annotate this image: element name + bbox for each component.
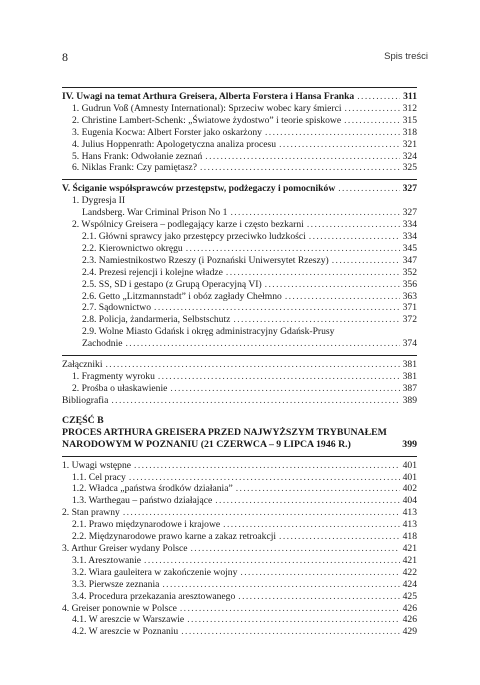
toc-entry-page: 413 [402, 519, 417, 531]
toc-entry [62, 231, 417, 243]
toc-entry-page: 381 [402, 370, 417, 382]
dot-leader [215, 495, 399, 507]
toc-entry-title: 2.2. Międzynarodowe prawo karne a zakaz retroakcji [72, 531, 277, 543]
toc-entry-title: Zachodnie [82, 338, 123, 350]
toc-entry [62, 543, 417, 555]
section-rule [62, 179, 417, 180]
toc-entry-page: 429 [402, 626, 417, 638]
dot-leader [180, 603, 400, 615]
toc-part-b-entries [62, 460, 417, 639]
dot-leader [129, 472, 400, 484]
dot-leader [226, 267, 400, 279]
toc-entry [62, 555, 417, 567]
toc-entry [62, 371, 417, 383]
toc-entry-title: 2.2. Kierownictwo okręgu [82, 242, 183, 254]
dot-leader [332, 255, 400, 267]
toc-entry-page: 372 [402, 314, 417, 326]
toc-entry [62, 579, 417, 591]
toc-entry [62, 483, 417, 495]
toc-entry [62, 302, 417, 314]
dot-leader [134, 460, 400, 472]
toc-entry-page: 426 [402, 602, 417, 614]
toc-entry-title: 2.6. Getto „Litzmannstadt” i obóz zagłady Chełmno [82, 290, 282, 302]
toc-entry [62, 151, 417, 163]
toc-entry-title: 2.8. Policja, żandarmeria, Selbstschutz [82, 314, 231, 326]
toc-entry [62, 567, 417, 579]
toc-entry-page: 321 [402, 138, 417, 150]
toc-entry [62, 207, 417, 219]
part-b-title-text-2: NARODOWYM W POZNANIU (21 CZERWCA – 9 LIPCA 1946 R.) [62, 438, 351, 450]
toc-entry [62, 614, 417, 626]
toc-entry-title: 2.4. Prezesi rejencji i kolejne władze [82, 266, 223, 278]
toc-section-iv [62, 91, 417, 174]
toc-entry [62, 91, 417, 103]
dot-leader [191, 543, 400, 555]
toc-entry-title: 2. Stan prawny [62, 507, 120, 519]
part-b-title-line1 [62, 427, 417, 439]
toc-entry-title: Bibliografia [62, 394, 109, 406]
toc-entry-page: 401 [402, 471, 417, 483]
toc-entry-title: 4. Julius Hoppenrath: Apologetyczna analiza procesu [72, 138, 277, 150]
toc-entry [62, 115, 417, 127]
section-rule [62, 456, 417, 457]
toc-entry [62, 472, 417, 484]
part-b-label: CZĘŚĆ B [62, 414, 104, 426]
dot-leader [200, 162, 400, 174]
dot-leader [123, 507, 400, 519]
dot-leader [279, 139, 400, 151]
dot-leader [307, 219, 400, 231]
toc-entry-page: 421 [402, 554, 417, 566]
toc-entry-title: 3.2. Wiara gauleitera w zakończenie wojny [72, 566, 238, 578]
toc-entry-page: 325 [402, 162, 417, 174]
toc-entry-page: 356 [402, 278, 417, 290]
toc-entry [62, 183, 417, 195]
toc-entry [62, 243, 417, 255]
toc-entry-title: 4.1. W areszcie w Warszawie [72, 614, 185, 626]
dot-leader [126, 338, 400, 350]
toc-entry [62, 326, 417, 338]
dot-leader [154, 302, 400, 314]
part-b-page: 399 [402, 438, 417, 450]
running-title: Spis treści [384, 51, 428, 62]
toc-entry-title: 5. Hans Frank: Odwołanie zeznań [72, 150, 203, 162]
part-b-title-line2 [62, 439, 417, 451]
dot-leader [345, 103, 400, 115]
dot-leader [265, 279, 400, 291]
toc-entry [62, 162, 417, 174]
toc-entry [62, 127, 417, 139]
dot-leader [233, 314, 399, 326]
toc-entry [62, 395, 417, 407]
toc-entry-page: 401 [402, 459, 417, 471]
toc-entry-title: 2.9. Wolne Miasto Gdańsk i okręg administracyjny Gdańsk-Prusy [82, 326, 335, 338]
toc-entry [62, 531, 417, 543]
toc-entry-page: 327 [402, 207, 417, 219]
toc-entry-title: 3.3. Pierwsze zeznania [72, 578, 160, 590]
toc-entry-title: 2.5. SS, SD i gestapo (z Grupą Operacyjną VI) [82, 278, 262, 290]
dot-leader [338, 183, 399, 195]
toc-entry-title: 1. Uwagi wstępne [62, 459, 132, 471]
toc-entry-title: 1.2. Władca „państwa środków działania” [72, 483, 233, 495]
part-b-title-text-1: PROCES ARTHURA GREISERA PRZED NAJWYŻSZYM TRYBUNAŁEM [62, 426, 387, 438]
toc-entry [62, 195, 417, 207]
toc-entry-title: V. Ściganie współsprawców przestępstw, podżegaczy i pomocników [62, 183, 336, 195]
toc-entry-title: 2. Wspólnicy Greisera – podlegający karze i często bezkarni [72, 219, 304, 231]
table-of-contents [62, 82, 417, 638]
toc-appendices [62, 359, 417, 407]
toc-entry-page: 404 [402, 495, 417, 507]
toc-entry-page: 324 [402, 150, 417, 162]
section-rule [62, 355, 417, 356]
toc-entry [62, 383, 417, 395]
toc-entry-title: 1.3. Warthegau – państwo działające [72, 495, 213, 507]
toc-entry-title: 2.1. Prawo międzynarodowe i krajowe [72, 519, 221, 531]
toc-entry-page: 327 [402, 183, 417, 195]
toc-entry-title: 4.2. W areszcie w Poznaniu [72, 626, 179, 638]
dot-leader [187, 614, 399, 626]
toc-entry-page: 424 [402, 578, 417, 590]
toc-entry-title: 3. Eugenia Kocwa: Albert Forster jako oskarżony [72, 126, 262, 138]
toc-entry [62, 255, 417, 267]
toc-entry-title: 2.3. Namiestnikostwo Rzeszy (i Poznański Uniwersytet Rzeszy) [82, 254, 329, 266]
dot-leader [170, 383, 399, 395]
toc-entry-title: 2. Christine Lambert-Schenk: „Światowe żydostwo” i teorie spiskowe [72, 114, 342, 126]
toc-entry-page: 334 [402, 219, 417, 231]
toc-entry [62, 338, 417, 350]
toc-entry [62, 507, 417, 519]
dot-leader [309, 231, 400, 243]
toc-entry-title: 3.4. Procedura przekazania aresztowanego [72, 590, 236, 602]
toc-entry-title: 1. Gudrun Voß (Amnesty International): Sprzeciw wobec kary śmierci [72, 102, 342, 114]
toc-entry [62, 103, 417, 115]
dot-leader [357, 91, 400, 103]
dot-leader [279, 531, 400, 543]
toc-entry [62, 359, 417, 371]
toc-entry [62, 519, 417, 531]
toc-entry-page: 363 [402, 290, 417, 302]
dot-leader [105, 359, 399, 371]
toc-entry-page: 371 [402, 302, 417, 314]
toc-entry-page: 374 [402, 338, 417, 350]
toc-entry [62, 139, 417, 151]
dot-leader [344, 115, 400, 127]
toc-entry-page: 402 [402, 483, 417, 495]
toc-entry-page: 381 [402, 359, 417, 371]
toc-entry-page: 352 [402, 266, 417, 278]
dot-leader [205, 151, 399, 163]
dot-leader [181, 626, 399, 638]
dot-leader [240, 567, 399, 579]
toc-entry-title: 1.1. Cel pracy [72, 471, 126, 483]
top-rule [62, 87, 417, 88]
toc-entry-title: 1. Fragmenty wyroku [72, 370, 155, 382]
dot-leader [230, 207, 399, 219]
toc-entry [62, 626, 417, 638]
toc-entry-page: 425 [402, 590, 417, 602]
dot-leader [111, 395, 399, 407]
toc-entry-page: 426 [402, 614, 417, 626]
toc-entry-title: 2.7. Sądownictwo [82, 302, 152, 314]
toc-entry-title: 3.1. Aresztowanie [72, 554, 142, 566]
toc-entry-page: 334 [402, 230, 417, 242]
toc-entry-page: 421 [402, 543, 417, 554]
toc-entry-page: 311 [403, 91, 417, 102]
toc-entry-page: 413 [402, 507, 417, 519]
toc-section-v [62, 183, 417, 350]
toc-entry-title: 4. Greiser ponownie w Polsce [62, 602, 177, 614]
toc-entry-title: Załączniki [62, 359, 103, 371]
dot-leader [186, 243, 400, 255]
toc-entry-page: 422 [402, 566, 417, 578]
toc-entry-page: 347 [402, 254, 417, 266]
toc-entry-page: 418 [402, 531, 417, 543]
dot-leader [236, 483, 400, 495]
toc-entry-title: 3. Arthur Greiser wydany Polsce [62, 543, 188, 554]
toc-entry-page: 387 [402, 382, 417, 394]
toc-entry-title: 2.1. Główni sprawcy jako przestępcy przeciwko ludzkości [82, 230, 306, 242]
toc-entry-title: 1. Dygresja II [72, 195, 126, 207]
toc-entry [62, 291, 417, 303]
toc-entry [62, 495, 417, 507]
toc-entry-page: 345 [402, 242, 417, 254]
toc-entry-page: 389 [402, 394, 417, 406]
page-number: 8 [62, 50, 68, 64]
dot-leader [162, 579, 399, 591]
toc-entry-page: 312 [402, 102, 417, 114]
toc-entry [62, 591, 417, 603]
toc-entry-title: 6. Niklas Frank: Czy pamiętasz? [72, 162, 197, 174]
toc-entry-title: IV. Uwagi na temat Arthura Greisera, Alberta Forstera i Hansa Franka [62, 91, 355, 102]
toc-entry-page: 315 [402, 114, 417, 126]
toc-entry [62, 219, 417, 231]
toc-entry-title: 2. Prośba o ułaskawienie [72, 382, 168, 394]
toc-entry [62, 279, 417, 291]
toc-entry [62, 314, 417, 326]
dot-leader [285, 291, 400, 303]
toc-entry-page: 318 [402, 126, 417, 138]
dot-leader [265, 127, 400, 139]
dot-leader [238, 591, 399, 603]
dot-leader [158, 371, 400, 383]
toc-entry-title: Landsberg. War Criminal Prison No 1 [82, 207, 228, 219]
toc-entry [62, 267, 417, 279]
dot-leader [144, 555, 400, 567]
toc-entry [62, 460, 417, 472]
toc-entry [62, 603, 417, 615]
dot-leader [223, 519, 399, 531]
